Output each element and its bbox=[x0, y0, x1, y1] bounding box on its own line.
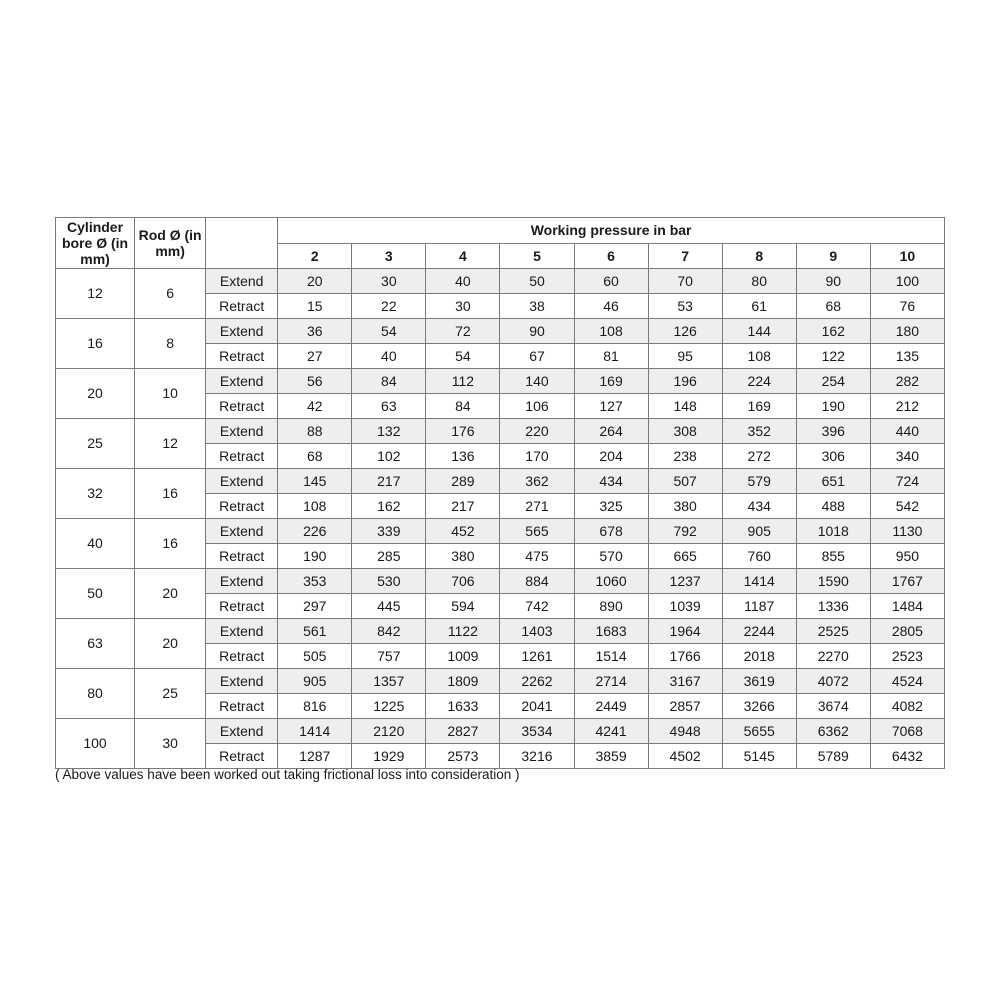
force-value-cell: 108 bbox=[574, 319, 648, 344]
force-value-cell: 88 bbox=[278, 419, 352, 444]
force-value-cell: 308 bbox=[648, 419, 722, 444]
force-value-cell: 742 bbox=[500, 594, 574, 619]
mode-cell: Extend bbox=[206, 269, 278, 294]
force-value-cell: 60 bbox=[574, 269, 648, 294]
force-value-cell: 148 bbox=[648, 394, 722, 419]
mode-cell: Extend bbox=[206, 469, 278, 494]
force-value-cell: 340 bbox=[870, 444, 944, 469]
force-value-cell: 724 bbox=[870, 469, 944, 494]
force-value-cell: 1683 bbox=[574, 619, 648, 644]
bore-cell: 80 bbox=[56, 669, 135, 719]
force-value-cell: 162 bbox=[796, 319, 870, 344]
force-value-cell: 6362 bbox=[796, 719, 870, 744]
force-value-cell: 108 bbox=[722, 344, 796, 369]
pressure-header: 4 bbox=[426, 244, 500, 269]
force-value-cell: 1122 bbox=[426, 619, 500, 644]
force-value-cell: 678 bbox=[574, 519, 648, 544]
rod-cell: 30 bbox=[135, 719, 206, 769]
table-row-extend bbox=[56, 319, 945, 344]
rod-cell: 8 bbox=[135, 319, 206, 369]
pressure-header: 7 bbox=[648, 244, 722, 269]
force-value-cell: 475 bbox=[500, 544, 574, 569]
force-value-cell: 140 bbox=[500, 369, 574, 394]
force-value-cell: 46 bbox=[574, 294, 648, 319]
mode-cell: Retract bbox=[206, 394, 278, 419]
force-value-cell: 40 bbox=[426, 269, 500, 294]
force-value-cell: 112 bbox=[426, 369, 500, 394]
force-value-cell: 226 bbox=[278, 519, 352, 544]
table-row-extend bbox=[56, 719, 945, 744]
bore-header: Cylinder bore Ø (in mm) bbox=[56, 218, 135, 269]
force-value-cell: 505 bbox=[278, 644, 352, 669]
force-value-cell: 1060 bbox=[574, 569, 648, 594]
force-value-cell: 30 bbox=[352, 269, 426, 294]
pressure-header: 9 bbox=[796, 244, 870, 269]
cylinder-force-table bbox=[55, 217, 945, 769]
force-value-cell: 760 bbox=[722, 544, 796, 569]
force-value-cell: 2449 bbox=[574, 694, 648, 719]
force-value-cell: 3266 bbox=[722, 694, 796, 719]
mode-cell: Retract bbox=[206, 294, 278, 319]
force-value-cell: 170 bbox=[500, 444, 574, 469]
force-value-cell: 890 bbox=[574, 594, 648, 619]
force-value-cell: 254 bbox=[796, 369, 870, 394]
pressure-header: 6 bbox=[574, 244, 648, 269]
force-value-cell: 4082 bbox=[870, 694, 944, 719]
force-value-cell: 36 bbox=[278, 319, 352, 344]
bore-cell: 16 bbox=[56, 319, 135, 369]
force-value-cell: 282 bbox=[870, 369, 944, 394]
force-value-cell: 816 bbox=[278, 694, 352, 719]
force-value-cell: 80 bbox=[722, 269, 796, 294]
force-value-cell: 30 bbox=[426, 294, 500, 319]
cylinder-force-table-container bbox=[55, 217, 945, 769]
force-value-cell: 4072 bbox=[796, 669, 870, 694]
rod-cell: 25 bbox=[135, 669, 206, 719]
force-value-cell: 5655 bbox=[722, 719, 796, 744]
force-value-cell: 54 bbox=[352, 319, 426, 344]
force-value-cell: 5145 bbox=[722, 744, 796, 769]
force-value-cell: 212 bbox=[870, 394, 944, 419]
pressure-header: 10 bbox=[870, 244, 944, 269]
rod-cell: 16 bbox=[135, 519, 206, 569]
force-value-cell: 169 bbox=[574, 369, 648, 394]
force-value-cell: 190 bbox=[796, 394, 870, 419]
table-row-extend bbox=[56, 669, 945, 694]
force-value-cell: 127 bbox=[574, 394, 648, 419]
bore-cell: 12 bbox=[56, 269, 135, 319]
force-value-cell: 224 bbox=[722, 369, 796, 394]
force-value-cell: 561 bbox=[278, 619, 352, 644]
force-value-cell: 61 bbox=[722, 294, 796, 319]
bore-cell: 50 bbox=[56, 569, 135, 619]
force-value-cell: 180 bbox=[870, 319, 944, 344]
table-header bbox=[56, 218, 945, 269]
force-value-cell: 434 bbox=[574, 469, 648, 494]
mode-cell: Retract bbox=[206, 494, 278, 519]
force-value-cell: 1767 bbox=[870, 569, 944, 594]
mode-cell: Retract bbox=[206, 544, 278, 569]
bore-cell: 25 bbox=[56, 419, 135, 469]
mode-cell: Retract bbox=[206, 744, 278, 769]
mode-cell: Extend bbox=[206, 519, 278, 544]
force-value-cell: 3619 bbox=[722, 669, 796, 694]
bore-cell: 40 bbox=[56, 519, 135, 569]
force-value-cell: 135 bbox=[870, 344, 944, 369]
table-row-extend bbox=[56, 369, 945, 394]
force-value-cell: 100 bbox=[870, 269, 944, 294]
rod-cell: 10 bbox=[135, 369, 206, 419]
force-value-cell: 67 bbox=[500, 344, 574, 369]
force-value-cell: 2018 bbox=[722, 644, 796, 669]
force-value-cell: 530 bbox=[352, 569, 426, 594]
force-value-cell: 72 bbox=[426, 319, 500, 344]
force-value-cell: 1403 bbox=[500, 619, 574, 644]
force-value-cell: 102 bbox=[352, 444, 426, 469]
force-value-cell: 162 bbox=[352, 494, 426, 519]
force-value-cell: 3534 bbox=[500, 719, 574, 744]
mode-cell: Retract bbox=[206, 444, 278, 469]
force-value-cell: 1514 bbox=[574, 644, 648, 669]
force-value-cell: 40 bbox=[352, 344, 426, 369]
force-value-cell: 1929 bbox=[352, 744, 426, 769]
force-value-cell: 445 bbox=[352, 594, 426, 619]
force-value-cell: 1130 bbox=[870, 519, 944, 544]
force-value-cell: 15 bbox=[278, 294, 352, 319]
pressure-header: 3 bbox=[352, 244, 426, 269]
force-value-cell: 63 bbox=[352, 394, 426, 419]
force-value-cell: 353 bbox=[278, 569, 352, 594]
force-value-cell: 452 bbox=[426, 519, 500, 544]
force-value-cell: 1237 bbox=[648, 569, 722, 594]
force-value-cell: 1187 bbox=[722, 594, 796, 619]
bore-cell: 32 bbox=[56, 469, 135, 519]
force-value-cell: 90 bbox=[796, 269, 870, 294]
force-value-cell: 842 bbox=[352, 619, 426, 644]
force-value-cell: 2120 bbox=[352, 719, 426, 744]
force-value-cell: 488 bbox=[796, 494, 870, 519]
rod-header: Rod Ø (in mm) bbox=[135, 218, 206, 269]
mode-cell: Extend bbox=[206, 669, 278, 694]
force-value-cell: 204 bbox=[574, 444, 648, 469]
mode-cell: Extend bbox=[206, 319, 278, 344]
force-value-cell: 90 bbox=[500, 319, 574, 344]
force-value-cell: 396 bbox=[796, 419, 870, 444]
force-value-cell: 76 bbox=[870, 294, 944, 319]
force-value-cell: 4524 bbox=[870, 669, 944, 694]
mode-cell: Retract bbox=[206, 644, 278, 669]
force-value-cell: 1964 bbox=[648, 619, 722, 644]
force-value-cell: 1009 bbox=[426, 644, 500, 669]
force-value-cell: 4241 bbox=[574, 719, 648, 744]
force-value-cell: 950 bbox=[870, 544, 944, 569]
mode-header bbox=[206, 218, 278, 269]
force-value-cell: 1336 bbox=[796, 594, 870, 619]
force-value-cell: 1357 bbox=[352, 669, 426, 694]
force-value-cell: 1414 bbox=[722, 569, 796, 594]
table-row-extend bbox=[56, 269, 945, 294]
force-value-cell: 136 bbox=[426, 444, 500, 469]
pressure-group-header: Working pressure in bar bbox=[278, 218, 945, 244]
mode-cell: Extend bbox=[206, 419, 278, 444]
force-value-cell: 1590 bbox=[796, 569, 870, 594]
force-value-cell: 542 bbox=[870, 494, 944, 519]
force-value-cell: 565 bbox=[500, 519, 574, 544]
force-value-cell: 238 bbox=[648, 444, 722, 469]
table-row-extend bbox=[56, 419, 945, 444]
table-row-extend bbox=[56, 519, 945, 544]
force-value-cell: 2805 bbox=[870, 619, 944, 644]
force-value-cell: 297 bbox=[278, 594, 352, 619]
force-value-cell: 1039 bbox=[648, 594, 722, 619]
force-value-cell: 271 bbox=[500, 494, 574, 519]
force-value-cell: 1414 bbox=[278, 719, 352, 744]
force-value-cell: 3859 bbox=[574, 744, 648, 769]
force-value-cell: 651 bbox=[796, 469, 870, 494]
force-value-cell: 507 bbox=[648, 469, 722, 494]
rod-cell: 12 bbox=[135, 419, 206, 469]
force-value-cell: 306 bbox=[796, 444, 870, 469]
mode-cell: Extend bbox=[206, 719, 278, 744]
force-value-cell: 264 bbox=[574, 419, 648, 444]
force-value-cell: 285 bbox=[352, 544, 426, 569]
force-value-cell: 84 bbox=[426, 394, 500, 419]
force-value-cell: 122 bbox=[796, 344, 870, 369]
pressure-header: 2 bbox=[278, 244, 352, 269]
mode-cell: Retract bbox=[206, 344, 278, 369]
force-value-cell: 68 bbox=[278, 444, 352, 469]
force-value-cell: 352 bbox=[722, 419, 796, 444]
force-value-cell: 132 bbox=[352, 419, 426, 444]
footnote: ( Above values have been worked out taking frictional loss into consideration ) bbox=[55, 767, 520, 782]
force-value-cell: 4502 bbox=[648, 744, 722, 769]
bore-cell: 20 bbox=[56, 369, 135, 419]
rod-cell: 20 bbox=[135, 569, 206, 619]
force-value-cell: 68 bbox=[796, 294, 870, 319]
force-value-cell: 196 bbox=[648, 369, 722, 394]
force-value-cell: 217 bbox=[352, 469, 426, 494]
force-value-cell: 339 bbox=[352, 519, 426, 544]
pressure-header: 5 bbox=[500, 244, 574, 269]
force-value-cell: 27 bbox=[278, 344, 352, 369]
force-value-cell: 2525 bbox=[796, 619, 870, 644]
force-value-cell: 905 bbox=[722, 519, 796, 544]
force-value-cell: 20 bbox=[278, 269, 352, 294]
table-row-extend bbox=[56, 469, 945, 494]
rod-cell: 16 bbox=[135, 469, 206, 519]
force-value-cell: 2244 bbox=[722, 619, 796, 644]
force-value-cell: 2714 bbox=[574, 669, 648, 694]
force-value-cell: 2523 bbox=[870, 644, 944, 669]
force-value-cell: 1484 bbox=[870, 594, 944, 619]
force-value-cell: 169 bbox=[722, 394, 796, 419]
force-value-cell: 81 bbox=[574, 344, 648, 369]
force-value-cell: 2262 bbox=[500, 669, 574, 694]
force-value-cell: 792 bbox=[648, 519, 722, 544]
force-value-cell: 145 bbox=[278, 469, 352, 494]
force-value-cell: 56 bbox=[278, 369, 352, 394]
force-value-cell: 594 bbox=[426, 594, 500, 619]
force-value-cell: 325 bbox=[574, 494, 648, 519]
force-value-cell: 440 bbox=[870, 419, 944, 444]
force-value-cell: 7068 bbox=[870, 719, 944, 744]
force-value-cell: 3216 bbox=[500, 744, 574, 769]
force-value-cell: 2270 bbox=[796, 644, 870, 669]
force-value-cell: 380 bbox=[426, 544, 500, 569]
force-value-cell: 570 bbox=[574, 544, 648, 569]
force-value-cell: 855 bbox=[796, 544, 870, 569]
force-value-cell: 50 bbox=[500, 269, 574, 294]
mode-cell: Retract bbox=[206, 594, 278, 619]
force-value-cell: 3167 bbox=[648, 669, 722, 694]
force-value-cell: 706 bbox=[426, 569, 500, 594]
force-value-cell: 190 bbox=[278, 544, 352, 569]
force-value-cell: 95 bbox=[648, 344, 722, 369]
force-value-cell: 54 bbox=[426, 344, 500, 369]
force-value-cell: 3674 bbox=[796, 694, 870, 719]
force-value-cell: 1766 bbox=[648, 644, 722, 669]
force-value-cell: 1018 bbox=[796, 519, 870, 544]
force-value-cell: 42 bbox=[278, 394, 352, 419]
force-value-cell: 1633 bbox=[426, 694, 500, 719]
force-value-cell: 144 bbox=[722, 319, 796, 344]
table-row-extend bbox=[56, 619, 945, 644]
force-value-cell: 126 bbox=[648, 319, 722, 344]
force-value-cell: 5789 bbox=[796, 744, 870, 769]
force-value-cell: 380 bbox=[648, 494, 722, 519]
force-value-cell: 176 bbox=[426, 419, 500, 444]
force-value-cell: 217 bbox=[426, 494, 500, 519]
force-value-cell: 2041 bbox=[500, 694, 574, 719]
force-value-cell: 53 bbox=[648, 294, 722, 319]
table-row-extend bbox=[56, 569, 945, 594]
force-value-cell: 2573 bbox=[426, 744, 500, 769]
mode-cell: Retract bbox=[206, 694, 278, 719]
force-value-cell: 70 bbox=[648, 269, 722, 294]
force-value-cell: 665 bbox=[648, 544, 722, 569]
mode-cell: Extend bbox=[206, 369, 278, 394]
force-value-cell: 6432 bbox=[870, 744, 944, 769]
force-value-cell: 1287 bbox=[278, 744, 352, 769]
force-value-cell: 22 bbox=[352, 294, 426, 319]
bore-cell: 63 bbox=[56, 619, 135, 669]
force-value-cell: 434 bbox=[722, 494, 796, 519]
force-value-cell: 2857 bbox=[648, 694, 722, 719]
force-value-cell: 38 bbox=[500, 294, 574, 319]
force-value-cell: 106 bbox=[500, 394, 574, 419]
header-row-top bbox=[56, 218, 945, 244]
force-value-cell: 884 bbox=[500, 569, 574, 594]
rod-cell: 20 bbox=[135, 619, 206, 669]
bore-cell: 100 bbox=[56, 719, 135, 769]
force-value-cell: 108 bbox=[278, 494, 352, 519]
force-value-cell: 4948 bbox=[648, 719, 722, 744]
force-value-cell: 362 bbox=[500, 469, 574, 494]
pressure-header: 8 bbox=[722, 244, 796, 269]
mode-cell: Extend bbox=[206, 619, 278, 644]
force-value-cell: 1809 bbox=[426, 669, 500, 694]
mode-cell: Extend bbox=[206, 569, 278, 594]
force-value-cell: 84 bbox=[352, 369, 426, 394]
force-value-cell: 579 bbox=[722, 469, 796, 494]
force-value-cell: 1225 bbox=[352, 694, 426, 719]
force-value-cell: 289 bbox=[426, 469, 500, 494]
force-value-cell: 905 bbox=[278, 669, 352, 694]
rod-cell: 6 bbox=[135, 269, 206, 319]
force-value-cell: 272 bbox=[722, 444, 796, 469]
table-body bbox=[56, 269, 945, 769]
force-value-cell: 220 bbox=[500, 419, 574, 444]
force-value-cell: 757 bbox=[352, 644, 426, 669]
force-value-cell: 2827 bbox=[426, 719, 500, 744]
force-value-cell: 1261 bbox=[500, 644, 574, 669]
